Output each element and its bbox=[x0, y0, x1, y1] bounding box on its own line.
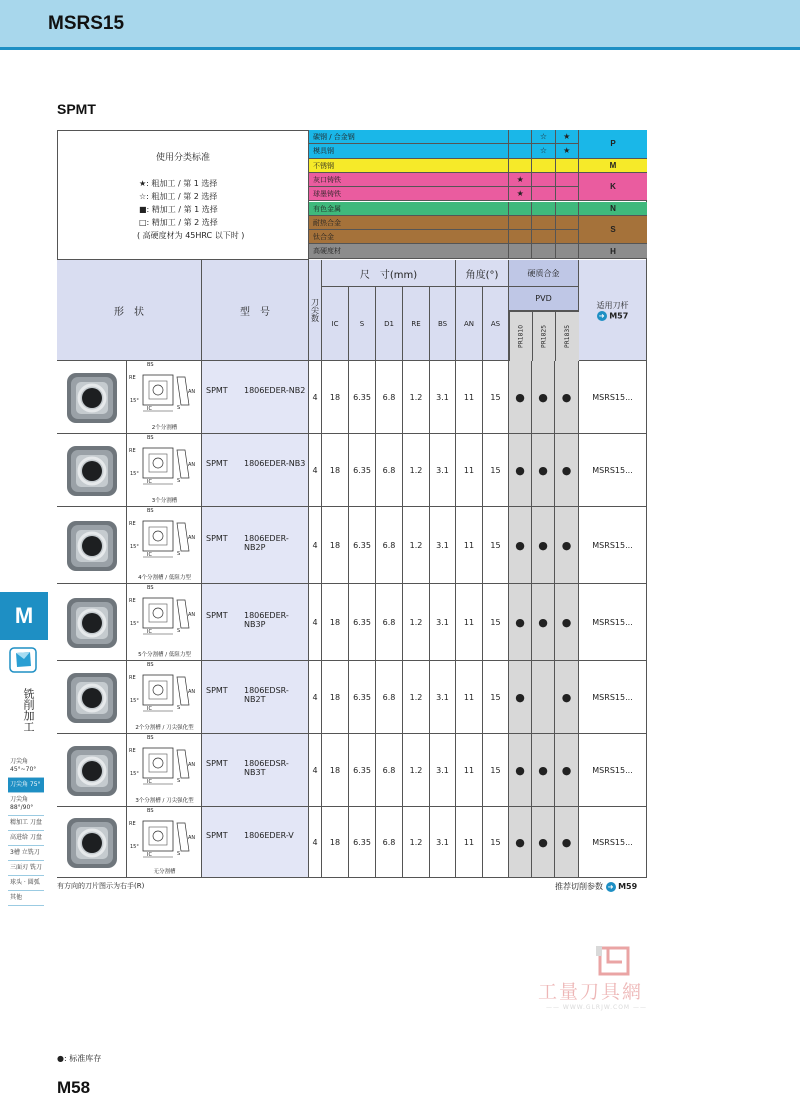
value-d1: 6.8 bbox=[376, 734, 403, 807]
insert-photo-icon bbox=[64, 518, 120, 574]
chipbreaker-note: 4个分割槽 / 低阻力型 bbox=[138, 575, 191, 581]
value-an: 11 bbox=[456, 507, 483, 584]
material-grade-mark bbox=[532, 244, 555, 258]
column-header-holder bbox=[579, 260, 647, 361]
material-grade-mark: ☆ bbox=[532, 144, 555, 158]
model-cell[interactable] bbox=[202, 734, 309, 807]
stock-mark: ● bbox=[555, 361, 579, 434]
drawing-label-ic: IC bbox=[147, 629, 152, 635]
stock-mark: ● bbox=[509, 434, 532, 507]
insert-photo-icon bbox=[64, 743, 120, 799]
material-grade-mark: ★ bbox=[556, 130, 579, 144]
drawing-label-deg: 15° bbox=[130, 844, 139, 850]
material-name: 不锈钢 bbox=[309, 159, 509, 173]
legend-line: ■: 精加工 / 第 1 选择 bbox=[139, 205, 218, 214]
sidebar-nav-item[interactable]: 3槽 立铣刀 bbox=[8, 846, 44, 861]
value-d1: 6.8 bbox=[376, 807, 403, 878]
insert-photo-icon bbox=[64, 443, 120, 499]
column-header-carbide: 硬质合金 bbox=[509, 260, 579, 287]
material-name: 碳钢 / 合金钢 bbox=[309, 130, 509, 144]
legend-title: 使用分类标准 bbox=[155, 153, 210, 163]
value-ic: 18 bbox=[322, 434, 349, 507]
material-grade-mark bbox=[509, 216, 532, 230]
drawing-label-re: RE bbox=[129, 598, 136, 604]
value-corners: 4 bbox=[309, 507, 322, 584]
value-d1: 6.8 bbox=[376, 434, 403, 507]
insert-photo-cell bbox=[57, 361, 127, 434]
material-grade-mark bbox=[509, 130, 532, 144]
stock-mark: ● bbox=[555, 807, 579, 878]
model-prefix: SPMT bbox=[206, 385, 228, 395]
value-as: 15 bbox=[483, 507, 509, 584]
page-number: M58 bbox=[57, 1078, 91, 1097]
insert-photo-cell bbox=[57, 734, 127, 807]
material-group-s: S bbox=[579, 216, 647, 245]
holder-value[interactable]: MSRS15... bbox=[579, 807, 647, 878]
value-s: 6.35 bbox=[349, 734, 376, 807]
insert-drawing-cell bbox=[127, 434, 202, 507]
sidebar-nav-item[interactable]: 高进给 刀盘 bbox=[8, 831, 44, 846]
arrow-right-icon: ➜ bbox=[597, 311, 607, 321]
value-as: 15 bbox=[483, 434, 509, 507]
drawing-label-bs: BS bbox=[147, 662, 154, 668]
material-name: 球墨铸铁 bbox=[309, 187, 509, 201]
drawing-label-s: S bbox=[177, 628, 181, 634]
drawing-label-re: RE bbox=[129, 748, 136, 754]
chipbreaker-note: 无分割槽 bbox=[153, 869, 176, 875]
sidebar-category-label: 铣削加工 bbox=[22, 688, 35, 732]
material-grade-mark bbox=[556, 230, 579, 244]
model-code: 1806EDER-NB2 bbox=[244, 385, 306, 395]
sidebar-nav bbox=[8, 755, 44, 906]
watermark-text: 工量刀具網 bbox=[538, 981, 644, 1003]
sidebar-nav-item[interactable]: 其他 bbox=[8, 891, 44, 906]
drawing-label-deg: 15° bbox=[130, 698, 139, 704]
material-grade-mark bbox=[509, 202, 532, 216]
value-an: 11 bbox=[456, 584, 483, 661]
column-header-d1: D1 bbox=[376, 287, 403, 361]
drawing-label-an: AN bbox=[188, 462, 196, 468]
legend-line: ★: 粗加工 / 第 1 选择 bbox=[139, 179, 218, 188]
model-cell[interactable] bbox=[202, 584, 309, 661]
material-name: 有色金属 bbox=[309, 202, 509, 216]
holder-ref: M57 bbox=[609, 311, 629, 320]
value-re: 1.2 bbox=[403, 434, 430, 507]
arrow-right-icon: ➜ bbox=[606, 882, 616, 892]
drawing-label-re: RE bbox=[129, 675, 136, 681]
cutting-params-ref: M59 bbox=[618, 882, 638, 891]
insert-photo-icon bbox=[64, 670, 120, 726]
material-grade-mark bbox=[556, 202, 579, 216]
value-ic: 18 bbox=[322, 507, 349, 584]
value-corners: 4 bbox=[309, 734, 322, 807]
material-grade-mark: ★ bbox=[509, 187, 532, 201]
material-grade-mark bbox=[509, 244, 532, 258]
material-group-k: K bbox=[579, 173, 647, 202]
holder-value[interactable]: MSRS15... bbox=[579, 361, 647, 434]
stock-mark: ● bbox=[555, 734, 579, 807]
value-d1: 6.8 bbox=[376, 507, 403, 584]
stock-mark: ● bbox=[532, 507, 555, 584]
holder-label: 适用刀杆 bbox=[596, 300, 629, 310]
stock-mark: ● bbox=[509, 507, 532, 584]
value-d1: 6.8 bbox=[376, 584, 403, 661]
drawing-label-ic: IC bbox=[147, 852, 152, 858]
watermark-url: —— WWW.GLRJW.COM —— bbox=[546, 1004, 648, 1011]
model-prefix: SPMT bbox=[206, 685, 228, 695]
drawing-label-bs: BS bbox=[147, 435, 154, 441]
sidebar-nav-item[interactable]: 刀尖角 45°~70° bbox=[8, 755, 44, 778]
material-grade-mark bbox=[532, 173, 555, 187]
drawing-label-re: RE bbox=[129, 448, 136, 454]
model-code: 1806EDER-NB3 bbox=[244, 458, 306, 468]
material-grade-mark bbox=[532, 216, 555, 230]
page-title: MSRS15 bbox=[48, 13, 125, 34]
value-re: 1.2 bbox=[403, 734, 430, 807]
value-re: 1.2 bbox=[403, 507, 430, 584]
legend-block bbox=[57, 130, 309, 260]
drawing-label-re: RE bbox=[129, 375, 136, 381]
material-name: 高硬度材 bbox=[309, 244, 509, 258]
value-as: 15 bbox=[483, 361, 509, 434]
insert-drawing-cell bbox=[127, 661, 202, 734]
drawing-label-deg: 15° bbox=[130, 621, 139, 627]
value-re: 1.2 bbox=[403, 807, 430, 878]
value-re: 1.2 bbox=[403, 361, 430, 434]
material-grade-mark bbox=[556, 216, 579, 230]
cutting-params-label: 推荐切削参数 bbox=[555, 882, 603, 891]
drawing-label-an: AN bbox=[188, 612, 196, 618]
value-re: 1.2 bbox=[403, 661, 430, 734]
stock-mark: ● bbox=[532, 584, 555, 661]
model-prefix: SPMT bbox=[206, 533, 228, 543]
drawing-label-bs: BS bbox=[147, 585, 154, 591]
holder-value[interactable]: MSRS15... bbox=[579, 734, 647, 807]
insert-photo-cell bbox=[57, 661, 127, 734]
material-group-p: P bbox=[579, 130, 647, 159]
model-cell[interactable] bbox=[202, 807, 309, 878]
holder-value[interactable]: MSRS15... bbox=[579, 584, 647, 661]
insert-photo-cell bbox=[57, 807, 127, 878]
holder-value[interactable]: MSRS15... bbox=[579, 507, 647, 584]
orientation-note: 有方向的刀片图示为右手(R) bbox=[57, 882, 145, 890]
legend-line: ☆: 粗加工 / 第 2 选择 bbox=[139, 192, 218, 201]
drawing-label-deg: 15° bbox=[130, 544, 139, 550]
stock-mark: ● bbox=[509, 807, 532, 878]
value-s: 6.35 bbox=[349, 507, 376, 584]
insert-photo-icon bbox=[64, 370, 120, 426]
drawing-label-deg: 15° bbox=[130, 471, 139, 477]
value-as: 15 bbox=[483, 734, 509, 807]
column-header-bs: BS bbox=[430, 287, 456, 361]
sidebar-nav-item[interactable]: 刀尖角 75° bbox=[8, 778, 44, 793]
value-bs: 3.1 bbox=[430, 361, 456, 434]
holder-ref-link[interactable] bbox=[597, 311, 629, 321]
column-header-s: S bbox=[349, 287, 376, 361]
drawing-label-deg: 15° bbox=[130, 398, 139, 404]
drawing-label-an: AN bbox=[188, 762, 196, 768]
drawing-label-bs: BS bbox=[147, 735, 154, 741]
value-corners: 4 bbox=[309, 661, 322, 734]
drawing-label-re: RE bbox=[129, 521, 136, 527]
stock-mark: ● bbox=[555, 434, 579, 507]
drawing-label-re: RE bbox=[129, 821, 136, 827]
column-header-shape: 形 状 bbox=[57, 260, 202, 361]
sidebar-nav-item[interactable]: 三面刃 铣刀 bbox=[8, 861, 44, 876]
value-corners: 4 bbox=[309, 584, 322, 661]
model-code: 1806EDER-NB3P bbox=[244, 610, 289, 629]
material-grade-mark bbox=[532, 159, 555, 173]
column-header-dimensions: 尺 寸(mm) bbox=[322, 260, 456, 287]
material-name: 耐热合金 bbox=[309, 216, 509, 230]
material-name: 灰口铸铁 bbox=[309, 173, 509, 187]
drawing-label-an: AN bbox=[188, 535, 196, 541]
value-as: 15 bbox=[483, 584, 509, 661]
holder-value[interactable]: MSRS15... bbox=[579, 661, 647, 734]
drawing-label-an: AN bbox=[188, 389, 196, 395]
chipbreaker-note: 3个分割槽 bbox=[151, 498, 178, 504]
column-header-pvd: PVD bbox=[509, 287, 579, 311]
material-name: 模具钢 bbox=[309, 144, 509, 158]
chipbreaker-note: 3个分割槽 / 刀尖强化型 bbox=[135, 798, 194, 804]
column-header-re: RE bbox=[403, 287, 430, 361]
drawing-label-ic: IC bbox=[147, 406, 152, 412]
stock-mark: ● bbox=[555, 661, 579, 734]
value-an: 11 bbox=[456, 807, 483, 878]
insert-photo-cell bbox=[57, 434, 127, 507]
stock-mark: ● bbox=[509, 661, 532, 734]
material-grade-mark bbox=[556, 173, 579, 187]
sidebar-nav-item[interactable]: 球头 · 圆弧 bbox=[8, 876, 44, 891]
drawing-label-s: S bbox=[177, 705, 181, 711]
model-code: 1806EDSR-NB3T bbox=[244, 758, 289, 777]
material-group-m: M bbox=[579, 159, 647, 173]
material-grade-mark bbox=[509, 159, 532, 173]
value-ic: 18 bbox=[322, 807, 349, 878]
model-prefix: SPMT bbox=[206, 458, 228, 468]
sidebar-nav-item[interactable]: 刀尖角 88°/90° bbox=[8, 793, 44, 816]
drawing-label-deg: 15° bbox=[130, 771, 139, 777]
drawing-label-ic: IC bbox=[147, 706, 152, 712]
value-d1: 6.8 bbox=[376, 361, 403, 434]
value-an: 11 bbox=[456, 661, 483, 734]
value-bs: 3.1 bbox=[430, 734, 456, 807]
watermark-mark-icon bbox=[594, 944, 634, 978]
stock-mark: ● bbox=[532, 361, 555, 434]
model-code: 1806EDER-NB2P bbox=[244, 533, 289, 552]
value-as: 15 bbox=[483, 807, 509, 878]
insert-photo-cell bbox=[57, 584, 127, 661]
cutting-params-link[interactable] bbox=[555, 881, 637, 892]
value-bs: 3.1 bbox=[430, 807, 456, 878]
legend-line: ( 高硬度材为 45HRC 以下时 ) bbox=[137, 231, 245, 240]
drawing-label-bs: BS bbox=[147, 508, 154, 514]
material-grade-mark: ★ bbox=[509, 173, 532, 187]
material-grade-mark bbox=[509, 144, 532, 158]
drawing-label-an: AN bbox=[188, 835, 196, 841]
value-an: 11 bbox=[456, 434, 483, 507]
insert-drawing-cell bbox=[127, 807, 202, 878]
stock-mark: ● bbox=[532, 807, 555, 878]
material-grade-mark: ☆ bbox=[532, 130, 555, 144]
model-prefix: SPMT bbox=[206, 758, 228, 768]
value-s: 6.35 bbox=[349, 584, 376, 661]
material-grade-mark bbox=[556, 244, 579, 258]
drawing-label-s: S bbox=[177, 851, 181, 857]
model-cell[interactable] bbox=[202, 434, 309, 507]
model-cell[interactable] bbox=[202, 661, 309, 734]
column-header-model: 型 号 bbox=[202, 260, 309, 361]
column-header-ic: IC bbox=[322, 287, 349, 361]
value-as: 15 bbox=[483, 661, 509, 734]
value-corners: 4 bbox=[309, 807, 322, 878]
drawing-label-s: S bbox=[177, 405, 181, 411]
material-name: 钛合金 bbox=[309, 230, 509, 244]
material-grade-mark bbox=[532, 187, 555, 201]
insert-drawing-cell bbox=[127, 361, 202, 434]
material-grade-mark bbox=[556, 187, 579, 201]
value-s: 6.35 bbox=[349, 807, 376, 878]
insert-drawing-cell bbox=[127, 734, 202, 807]
milling-insert-icon bbox=[9, 647, 37, 673]
stock-mark: ● bbox=[509, 361, 532, 434]
value-s: 6.35 bbox=[349, 434, 376, 507]
material-grade-mark bbox=[532, 202, 555, 216]
drawing-label-ic: IC bbox=[147, 552, 152, 558]
chipbreaker-note: 2个分割槽 / 刀尖强化型 bbox=[135, 725, 194, 731]
legend-line: □: 精加工 / 第 2 选择 bbox=[139, 218, 218, 227]
chipbreaker-note: 5个分割槽 / 低阻力型 bbox=[138, 652, 191, 658]
column-header-grade-2: PR1825 bbox=[532, 311, 555, 361]
drawing-label-an: AN bbox=[188, 689, 196, 695]
material-group-h: H bbox=[579, 244, 647, 258]
insert-photo-icon bbox=[64, 595, 120, 651]
value-ic: 18 bbox=[322, 361, 349, 434]
model-code: 1806EDSR-NB2T bbox=[244, 685, 289, 704]
column-header-corners: 刀尖数 bbox=[309, 260, 322, 361]
column-header-angles: 角度(°) bbox=[456, 260, 509, 287]
sidebar-letter[interactable]: M bbox=[0, 592, 48, 640]
value-corners: 4 bbox=[309, 434, 322, 507]
watermark-logo bbox=[536, 944, 696, 1014]
value-bs: 3.1 bbox=[430, 434, 456, 507]
value-d1: 6.8 bbox=[376, 661, 403, 734]
insert-drawing-cell bbox=[127, 584, 202, 661]
drawing-label-bs: BS bbox=[147, 808, 154, 814]
drawing-label-s: S bbox=[177, 551, 181, 557]
value-an: 11 bbox=[456, 361, 483, 434]
model-prefix: SPMT bbox=[206, 830, 228, 840]
stock-mark: ● bbox=[555, 584, 579, 661]
column-header-grade-1: PR1810 bbox=[509, 311, 532, 361]
standard-stock-note: ●: 标准库存 bbox=[57, 1054, 102, 1063]
value-ic: 18 bbox=[322, 584, 349, 661]
material-grade-mark bbox=[509, 230, 532, 244]
value-ic: 18 bbox=[322, 661, 349, 734]
stock-mark: ● bbox=[555, 507, 579, 584]
value-bs: 3.1 bbox=[430, 661, 456, 734]
column-header-as: AS bbox=[483, 287, 509, 361]
model-cell[interactable] bbox=[202, 361, 309, 434]
model-cell[interactable] bbox=[202, 507, 309, 584]
stock-mark: ● bbox=[532, 734, 555, 807]
value-an: 11 bbox=[456, 734, 483, 807]
drawing-label-bs: BS bbox=[147, 362, 154, 368]
material-grade-mark: ★ bbox=[556, 144, 579, 158]
page-header bbox=[0, 0, 800, 50]
drawing-label-s: S bbox=[177, 478, 181, 484]
holder-value[interactable]: MSRS15... bbox=[579, 434, 647, 507]
stock-mark: ● bbox=[509, 734, 532, 807]
column-header-an: AN bbox=[456, 287, 483, 361]
value-bs: 3.1 bbox=[430, 584, 456, 661]
value-s: 6.35 bbox=[349, 661, 376, 734]
model-code: 1806EDER-V bbox=[244, 830, 294, 840]
insert-photo-cell bbox=[57, 507, 127, 584]
value-ic: 18 bbox=[322, 734, 349, 807]
material-grade-mark bbox=[556, 159, 579, 173]
stock-mark: ● bbox=[509, 584, 532, 661]
stock-mark bbox=[532, 661, 555, 734]
value-s: 6.35 bbox=[349, 361, 376, 434]
value-bs: 3.1 bbox=[430, 507, 456, 584]
sidebar-nav-item[interactable]: 精加工 刀盘 bbox=[8, 816, 44, 831]
material-grade-mark bbox=[532, 230, 555, 244]
header-rule bbox=[0, 47, 800, 50]
value-re: 1.2 bbox=[403, 584, 430, 661]
material-group-n: N bbox=[579, 202, 647, 216]
drawing-label-ic: IC bbox=[147, 779, 152, 785]
insert-photo-icon bbox=[64, 815, 120, 871]
drawing-label-s: S bbox=[177, 778, 181, 784]
value-corners: 4 bbox=[309, 361, 322, 434]
chipbreaker-note: 2个分割槽 bbox=[151, 425, 178, 431]
stock-mark: ● bbox=[532, 434, 555, 507]
column-header-grade-3: PR1835 bbox=[555, 311, 579, 361]
insert-drawing-cell bbox=[127, 507, 202, 584]
section-title: SPMT bbox=[57, 101, 96, 117]
drawing-label-ic: IC bbox=[147, 479, 152, 485]
model-prefix: SPMT bbox=[206, 610, 228, 620]
